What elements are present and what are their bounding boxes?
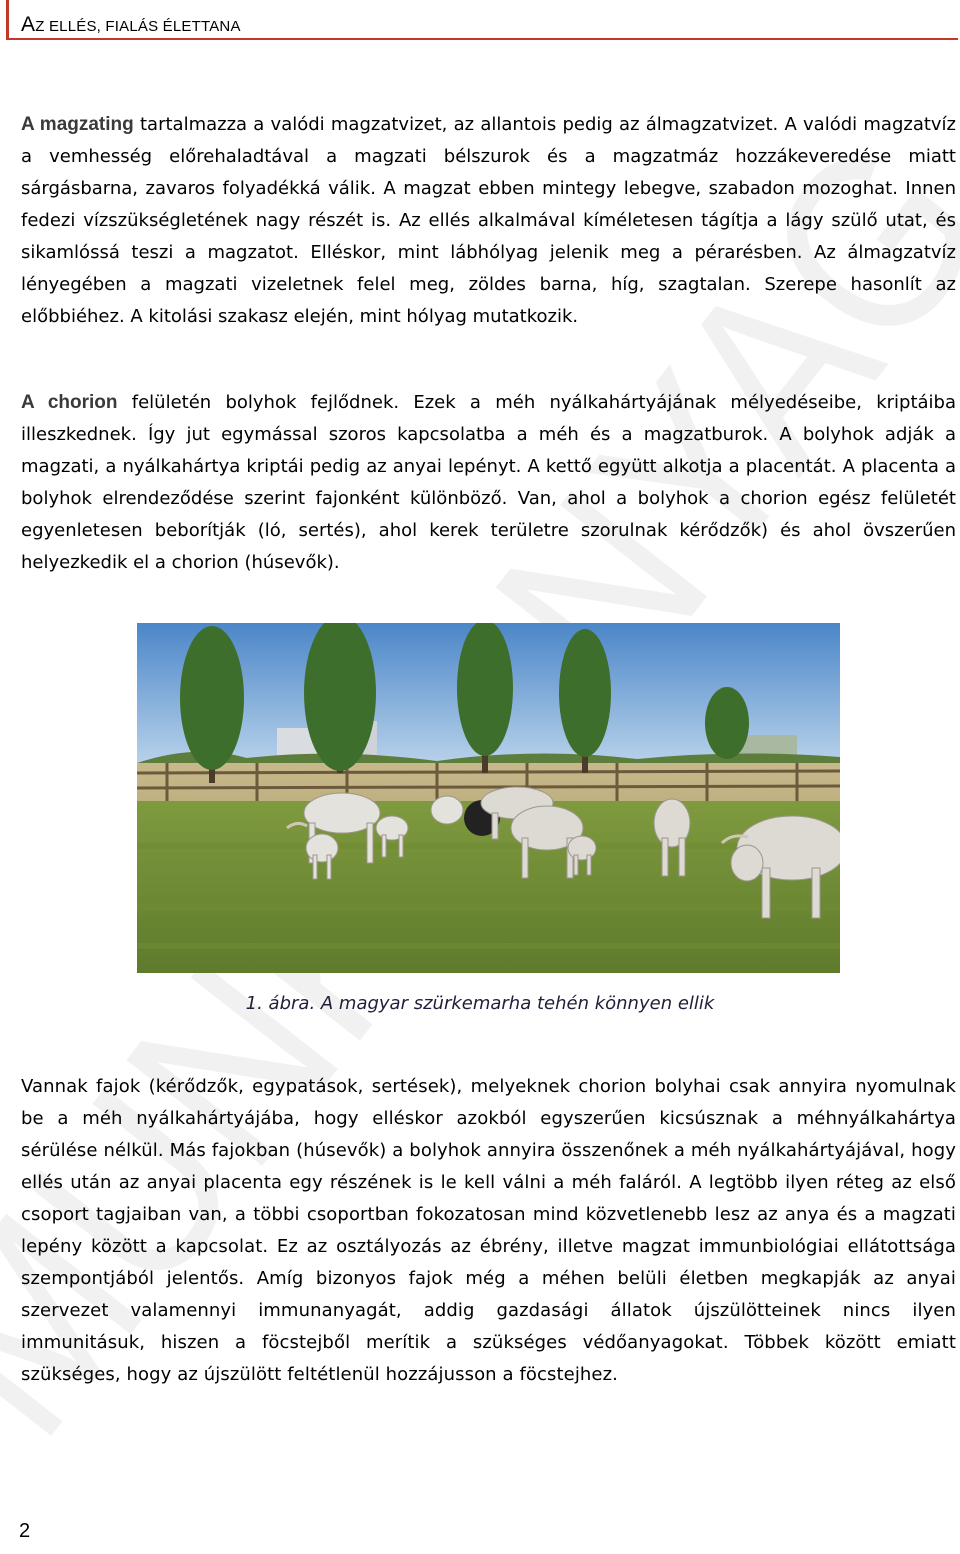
paragraph-chorion-text: felületén bolyhok fejlődnek. Ezek a méh nyálkahártyájának mélyedéseibe, kriptáiba illeszkednek. Így jut egymással szoros kapcsolatba a méh és a magzatburok. A bolyhok adják a magzati, a nyálkahártya kriptái pedig az anyai lepényt. A kettő együtt alkotja a placentát. A placenta a bolyhok elrendeződése szerint fajonként különböző. Van, ahol a bolyhok a chorion egész felületét egyenletesen beborítják (ló, sertés), ahol kerek területre szorulnak kérődzők) és ahol övszerűen helyezkedik el a chorion (húsevők).: [21, 392, 956, 573]
paragraph-chorion: [21, 387, 956, 579]
paragraph-magzating-text: tartalmazza a valódi magzatvizet, az allantois pedig az álmagzatvizet. A valódi magzatvíz a vemhesség előrehaladtával a magzati bélszurok és a magzatmáz hozzákeveredése miatt sárgásbarna, zavaros folyadékká válik. A magzat ebben mintegy lebegve, szabadon mozoghat. Innen fedezi vízszükségletének nagy részét is. Az ellés alkalmával kíméletesen tágítja a lágy szülő utat, és sikamlóssá teszi a magzatot. Elléskor, mint lábhólyag jelenik meg a pérarésben. Az álmagzatvíz lényegében a magzati vizeletnek felel meg, zöldes barna, híg, szagtalan. Szerepe hasonlít az előbbiéhez. A kitolási szakasz elején, mint hólyag mutatkozik.: [21, 114, 957, 327]
paragraph-species-text: Vannak fajok (kérődzők, egypatások, sertések), melyeknek chorion bolyhai csak annyira nyomulnak be a méh nyálkahártyájába, hogy elléskor azokból egyszerűen kicsúsznak a méhnyálkahártya sérülése nélkül. Más fajokban (húsevők) a bolyhok annyira összenőnek a méh nyálkahártyájával, hogy ellés után az anyai placenta egy részének is le kell válni a méh faláról. A legtöbb ilyen réteg az első csoport tagjaiban van, a többi csoportban fokozatosan mind közvetlenebb lesz az anya és a magzati lepény között a kapcsolat. Ez az osztályozás az ébrény, illetve magzat immunbiológiai ellátottsága szempontjából jelentős. Amíg bizonyos fajok még a méhen belüli életben megkapják az anyai szervezet valamennyi immunanyagát, addig gazdasági állatok újszülötteinek nincs ilyen immunitásuk, hiszen a föcstejből merítik a szükséges védőanyagokat. Többek között emiatt szükséges, hogy az újszülött feltétlenül hozzájusson a föcstejhez.: [21, 1076, 956, 1385]
figure-cattle-photo: [137, 623, 840, 973]
cattle-photo-illustration: [137, 623, 840, 973]
header-title: [21, 13, 241, 37]
header-title-initial: A: [21, 13, 36, 36]
header-title-rest: Z ELLÉS, FIALÁS ÉLETTANA: [35, 18, 241, 35]
term-magzating: A magzating: [21, 114, 134, 135]
paragraph-species: [21, 1071, 956, 1391]
figure-caption: 1. ábra. A magyar szürkemarha tehén könnyen ellik: [245, 993, 715, 1014]
page-header: [6, 0, 958, 40]
paragraph-magzating: [21, 109, 956, 333]
term-chorion: A chorion: [21, 392, 118, 413]
page-number: 2: [19, 1520, 31, 1542]
